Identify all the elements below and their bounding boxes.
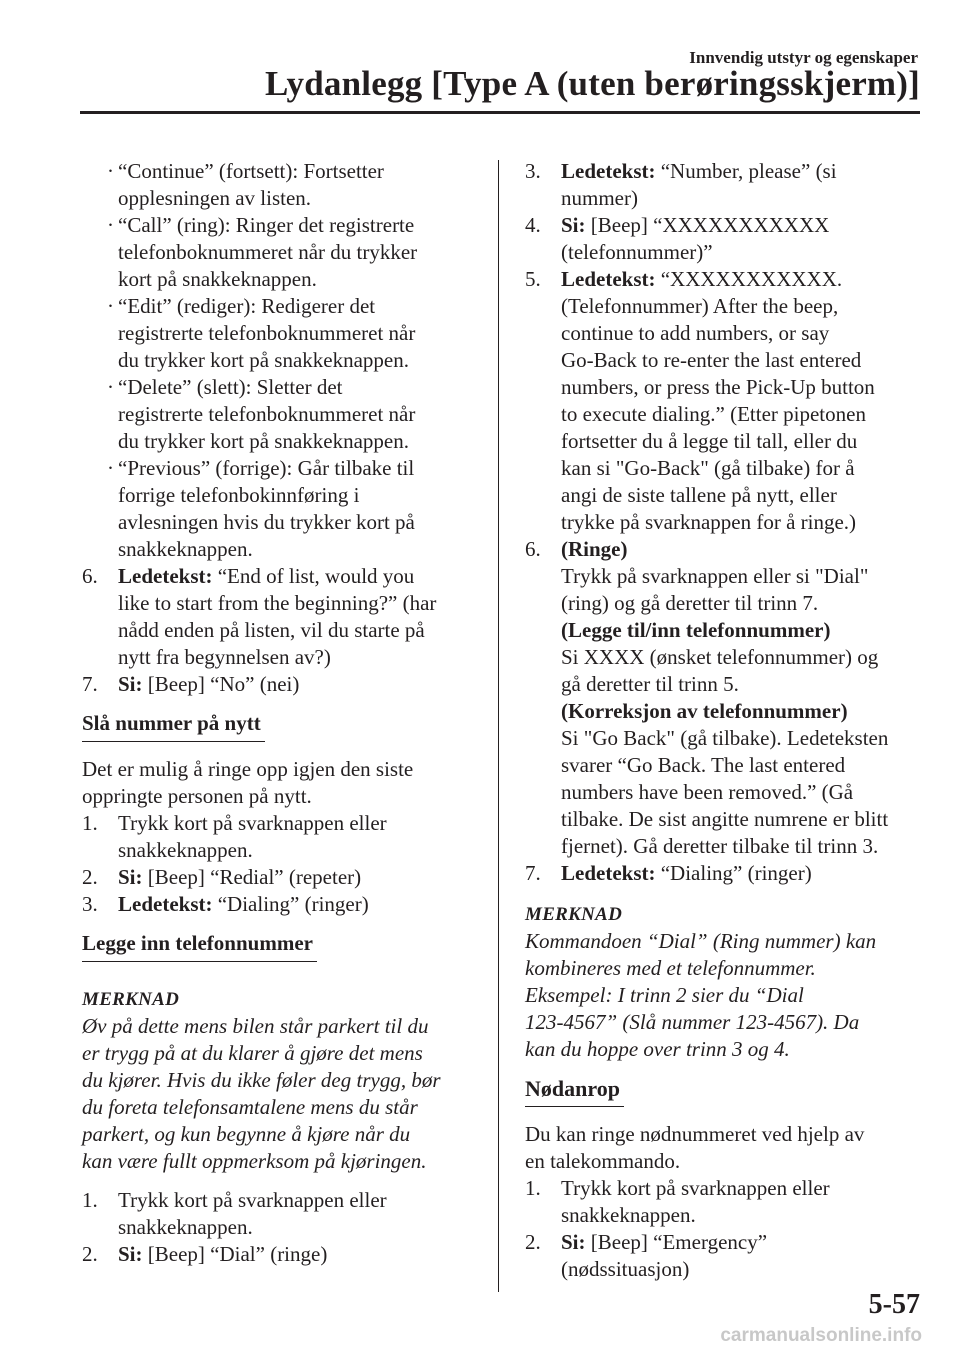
step-line: snakkeknappen. <box>561 1203 696 1227</box>
bullet-line: avlesningen hvis du trykker kort på <box>118 510 415 534</box>
step-line: Go-Back to re-enter the last entered <box>561 348 862 372</box>
step-line: [Beep] “XXXXXXXXXXX <box>585 213 830 237</box>
page-header <box>0 0 960 120</box>
page-number: 5-57 <box>868 1289 920 1320</box>
note-line: kan være fullt oppmerksom på kjøringen. <box>82 1149 427 1173</box>
bullet-line: “Delete” (slett): Sletter det <box>118 375 343 399</box>
step-text: “Dialing” (ringer) <box>212 892 369 916</box>
note-body <box>525 928 925 1063</box>
bullet-line: “Previous” (forrige): Går tilbake til <box>118 456 415 480</box>
step-line: continue to add numbers, or say <box>561 321 830 345</box>
step-number: 2. <box>82 865 98 889</box>
step-number: 5. <box>525 267 541 291</box>
step-number: 4. <box>525 213 541 237</box>
step-text: [Beep] “Dial” (ringe) <box>142 1242 328 1266</box>
emergency-step-2 <box>525 1229 925 1283</box>
note-line: du foreta telefonsamtalene mens du står <box>82 1095 418 1119</box>
step-text: “Dialing” (ringer) <box>655 861 812 885</box>
step-line: snakkeknappen. <box>118 1215 253 1239</box>
step-line: snakkeknappen. <box>118 838 253 862</box>
step-number: 6. <box>525 537 541 561</box>
emergency-step-1 <box>525 1175 925 1229</box>
option-bullet-list <box>82 158 472 563</box>
bullet-marker: · <box>107 213 114 237</box>
step-line: nummer) <box>561 186 638 210</box>
step-line: “Number, please” (si <box>655 159 837 183</box>
bullet-marker: · <box>107 375 114 399</box>
redial-step-2 <box>82 864 472 891</box>
step-label: Ledetekst: <box>561 159 656 183</box>
step-number: 7. <box>525 861 541 885</box>
step-number: 1. <box>82 1188 98 1212</box>
step-sublabel: (Legge til/inn telefonnummer) <box>561 618 831 642</box>
chapter-label: Innvendig utstyr og egenskaper <box>689 48 918 67</box>
redial-step-3 <box>82 891 472 918</box>
note-line: Øv på dette mens bilen står parkert til du <box>82 1014 429 1038</box>
section-heading-redial: Slå nummer på nytt <box>82 710 265 742</box>
column-divider <box>498 160 499 1292</box>
step-line: [Beep] “Emergency” <box>585 1230 768 1254</box>
dial-step-4 <box>525 212 925 266</box>
redial-intro <box>82 756 472 810</box>
step-line: trykke på svarknappen for å ringe.) <box>561 510 857 534</box>
step-line: (nødssituasjon) <box>561 1257 690 1281</box>
step-line: Trykk kort på svarknappen eller <box>118 1188 387 1212</box>
bullet-line: forrige telefonbokinnføring i <box>118 483 360 507</box>
step-line: Si XXXX (ønsket telefonnummer) og <box>561 645 879 669</box>
page-title: Lydanlegg [Type A (uten berøringsskjerm)] <box>264 64 920 103</box>
para-line: oppringte personen på nytt. <box>82 784 312 808</box>
step-6 <box>82 563 472 671</box>
bullet-line: kort på snakkeknappen. <box>118 267 317 291</box>
bullet-marker: · <box>107 456 114 480</box>
bullet-line: opplesningen av listen. <box>118 186 312 210</box>
step-label: Ledetekst: <box>118 892 213 916</box>
step-label: Si: <box>118 1242 143 1266</box>
step-sublabel: (Korreksjon av telefonnummer) <box>561 699 848 723</box>
step-line: tilbake. De sist angitte numrene er blitt <box>561 807 889 831</box>
left-column <box>82 158 472 1268</box>
step-line: numbers, or press the Pick-Up button <box>561 375 875 399</box>
note-title: MERKNAD <box>525 904 623 925</box>
dial-step-6 <box>525 536 925 860</box>
dial-step-5 <box>525 266 925 536</box>
step-number: 2. <box>525 1230 541 1254</box>
note-title: MERKNAD <box>82 989 180 1010</box>
step-line: Trykk på svarknappen eller si "Dial" <box>561 564 869 588</box>
step-line: (ring) og gå deretter til trinn 7. <box>561 591 819 615</box>
step-label: Ledetekst: <box>561 267 656 291</box>
step-line: Trykk kort på svarknappen eller <box>118 811 387 835</box>
para-line: Du kan ringe nødnummeret ved hjelp av <box>525 1122 865 1146</box>
option-bullet <box>82 374 472 455</box>
header-rule <box>80 111 920 114</box>
step-line: fjernet). Gå deretter tilbake til trinn 3. <box>561 834 879 858</box>
step-line: “XXXXXXXXXXX. <box>655 267 843 291</box>
step-line: nådd enden på listen, vil du starte på <box>118 618 425 642</box>
step-7 <box>82 671 472 698</box>
emergency-intro <box>525 1121 925 1175</box>
step-line: (telefonnummer)” <box>561 240 713 264</box>
step-line: nytt fra begynnelsen av?) <box>118 645 331 669</box>
step-number: 1. <box>525 1176 541 1200</box>
note-line: kombineres med et telefonnummer. <box>525 956 816 980</box>
step-text: [Beep] “No” (nei) <box>142 672 300 696</box>
bullet-line: registrerte telefonboknummeret når <box>118 402 416 426</box>
step-line: angi de siste tallene på nytt, eller <box>561 483 837 507</box>
bullet-line: du trykker kort på snakkeknappen. <box>118 348 409 372</box>
step-line: numbers have been removed.” (Gå <box>561 780 854 804</box>
step-label: Si: <box>561 1230 586 1254</box>
step-line: svarer “Go Back. The last entered <box>561 753 846 777</box>
note-line: er trygg på at du klarer å gjøre det mens <box>82 1041 423 1065</box>
redial-step-1 <box>82 810 472 864</box>
bullet-line: “Continue” (fortsett): Fortsetter <box>118 159 384 183</box>
bullet-marker: · <box>107 294 114 318</box>
step-line: “End of list, would you <box>212 564 415 588</box>
step-number: 1. <box>82 811 98 835</box>
bullet-line: du trykker kort på snakkeknappen. <box>118 429 409 453</box>
step-label: Ledetekst: <box>561 861 656 885</box>
right-column <box>525 158 925 1283</box>
section-heading-enter-number: Legge inn telefonnummer <box>82 930 317 962</box>
step-line: Trykk kort på svarknappen eller <box>561 1176 830 1200</box>
option-bullet <box>82 455 472 563</box>
step-label: Si: <box>561 213 586 237</box>
bullet-line: “Call” (ring): Ringer det registrerte <box>118 213 415 237</box>
step-line: Si "Go Back" (gå tilbake). Ledeteksten <box>561 726 889 750</box>
para-line: Det er mulig å ringe opp igjen den siste <box>82 757 414 781</box>
bullet-line: telefonboknummeret når du trykker <box>118 240 418 264</box>
enter-step-1 <box>82 1187 472 1241</box>
step-line: kan si "Go-Back" (gå tilbake) for å <box>561 456 855 480</box>
bullet-line: “Edit” (rediger): Redigerer det <box>118 294 376 318</box>
step-line: (Telefonnummer) After the beep, <box>561 294 839 318</box>
option-bullet <box>82 158 472 212</box>
note-line: 123-4567” (Slå nummer 123-4567). Da <box>525 1010 860 1034</box>
note-line: Kommandoen “Dial” (Ring nummer) kan <box>525 929 877 953</box>
section-heading-emergency: Nødanrop <box>525 1075 624 1107</box>
step-text: [Beep] “Redial” (repeter) <box>142 865 362 889</box>
note-line: du kjører. Hvis du ikke føler deg trygg, bør <box>82 1068 441 1092</box>
dial-step-3 <box>525 158 925 212</box>
note-line: Eksempel: I trinn 2 sier du “Dial <box>525 983 804 1007</box>
step-label: (Ringe) <box>561 537 628 561</box>
step-number: 3. <box>525 159 541 183</box>
step-label: Si: <box>118 865 143 889</box>
step-number: 7. <box>82 672 98 696</box>
bullet-line: registrerte telefonboknummeret når <box>118 321 416 345</box>
para-line: en talekommando. <box>525 1149 681 1173</box>
note-line: parkert, og kun begynne å kjøre når du <box>82 1122 411 1146</box>
step-number: 2. <box>82 1242 98 1266</box>
step-line: gå deretter til trinn 5. <box>561 672 739 696</box>
step-line: like to start from the beginning?” (har <box>118 591 437 615</box>
enter-step-2 <box>82 1241 472 1268</box>
step-number: 6. <box>82 564 98 588</box>
note-line: kan du hoppe over trinn 3 og 4. <box>525 1037 790 1061</box>
watermark: carmanualsonline.info <box>720 1325 922 1346</box>
dial-step-7 <box>525 860 925 887</box>
step-line: to execute dialing.” (Etter pipetonen <box>561 402 866 426</box>
bullet-line: snakkeknappen. <box>118 537 253 561</box>
step-line: fortsetter du å legge til tall, eller du <box>561 429 858 453</box>
option-bullet <box>82 212 472 293</box>
note-body <box>82 1013 472 1175</box>
step-label: Ledetekst: <box>118 564 213 588</box>
step-label: Si: <box>118 672 143 696</box>
bullet-marker: · <box>107 159 114 183</box>
option-bullet <box>82 293 472 374</box>
step-number: 3. <box>82 892 98 916</box>
